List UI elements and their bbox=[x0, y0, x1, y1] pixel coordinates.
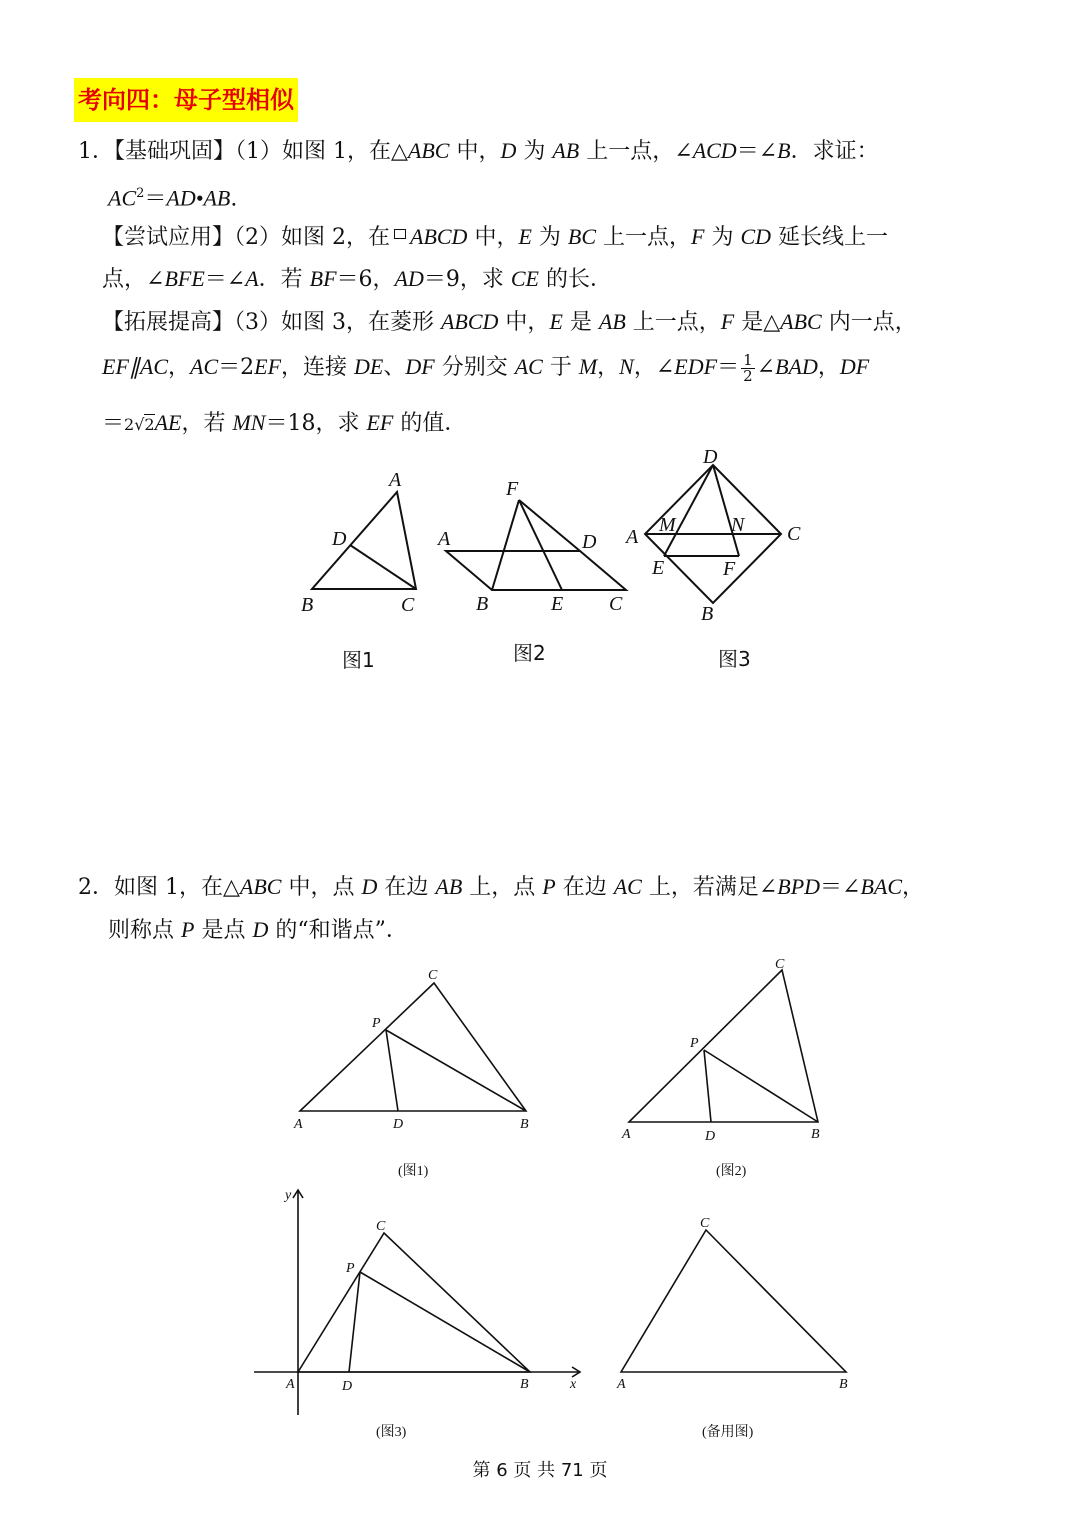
q1-figures bbox=[290, 440, 810, 680]
page-footer: 第 6 页 共 71 页 bbox=[472, 1460, 608, 1481]
q2-figures bbox=[230, 950, 870, 1450]
fig1-label-b: B bbox=[301, 594, 314, 616]
q2fig3-label-b: B bbox=[520, 1377, 529, 1392]
fig1-caption: 图1 bbox=[342, 648, 375, 672]
q2fig1-label-c: C bbox=[428, 968, 438, 983]
fig3-label-n: N bbox=[731, 514, 745, 536]
q1-line-1: 1．【基础巩固】（1）如图 1，在△ABC 中，D 为 AB 上一点，∠ACD＝∠B．求证： bbox=[78, 138, 879, 164]
fig3-label-b: B bbox=[701, 603, 714, 625]
q2fig1-label-d: D bbox=[393, 1117, 404, 1132]
fig2-label-a: A bbox=[438, 528, 451, 550]
fig2-caption: 图2 bbox=[513, 641, 546, 665]
q2fig1-segment-pd bbox=[386, 1030, 398, 1111]
fig3-label-d: D bbox=[703, 446, 718, 468]
q2-line-1: 2．如图 1，在△ABC 中，点 D 在边 AB 上，点 P 在边 AC 上，若满足∠BPD＝∠BAC， bbox=[78, 874, 925, 900]
q2fig4-label-b: B bbox=[839, 1377, 848, 1392]
q2fig3-segment-pb bbox=[360, 1272, 530, 1372]
q2fig3-label-d: D bbox=[342, 1379, 353, 1394]
q2fig1-label-p: P bbox=[372, 1016, 381, 1031]
q2fig3-label-y: y bbox=[285, 1188, 292, 1203]
q1-line-3: 【尝试应用】（2）如图 2，在 ABCD 中，E 为 BC 上一点，F 为 CD 延长线上一 bbox=[102, 224, 889, 250]
q2fig4-caption: (备用图) bbox=[702, 1425, 754, 1440]
q2fig2-caption: (图2) bbox=[716, 1164, 747, 1179]
q2-line-2: 则称点 P 是点 D 的“和谐点”． bbox=[108, 917, 408, 943]
fig2-label-c: C bbox=[609, 593, 623, 615]
q2fig2-triangle bbox=[629, 970, 818, 1122]
fig2-segment-fb bbox=[492, 500, 519, 590]
q2fig1-caption: (图1) bbox=[398, 1164, 429, 1179]
fig3-caption: 图3 bbox=[718, 647, 751, 671]
fig1-triangle bbox=[312, 492, 416, 589]
q2fig4-label-c: C bbox=[700, 1216, 710, 1231]
fig3-segment-de bbox=[664, 465, 713, 556]
fig1-label-c: C bbox=[401, 594, 415, 616]
q1-line-2: $AC^2=AD•AB$. bbox=[108, 185, 238, 212]
fig2-segment-fd bbox=[519, 500, 580, 551]
q2fig3-label-a: A bbox=[286, 1377, 295, 1392]
q2fig4-label-a: A bbox=[617, 1377, 626, 1392]
fraction-half: $\frac{1}{2}$ bbox=[743, 350, 753, 385]
fig3-label-f: F bbox=[723, 558, 736, 580]
section-heading: 考向四：母子型相似 bbox=[74, 78, 298, 122]
q2fig3-label-x: x bbox=[570, 1377, 577, 1392]
q2fig3-caption: (图3) bbox=[376, 1425, 407, 1440]
fig2-label-f: F bbox=[506, 478, 519, 500]
fig2-label-d: D bbox=[582, 531, 597, 553]
q2fig2-label-p: P bbox=[690, 1036, 699, 1051]
q2fig3-label-p: P bbox=[346, 1261, 355, 1276]
q2fig2-segment-pb bbox=[704, 1050, 818, 1122]
q2fig2-label-a: A bbox=[622, 1127, 631, 1142]
parallelogram-icon bbox=[394, 229, 406, 239]
fig2-label-b: B bbox=[476, 593, 489, 615]
q2fig1-label-a: A bbox=[294, 1117, 303, 1132]
q1-line-6: EF∥AC，AC＝2EF，连接 DE、DF 分别交 AC 于 M，N，∠EDF＝ $\frac{1}{2}$ ∠BAD，DF bbox=[102, 350, 870, 385]
fig1-label-d: D bbox=[332, 528, 347, 550]
q2fig2-label-b: B bbox=[811, 1127, 820, 1142]
q2fig2-label-d: D bbox=[705, 1129, 716, 1144]
fig2-segment-fe bbox=[519, 500, 562, 590]
q2fig2-segment-pd bbox=[704, 1050, 711, 1122]
fig3-label-a: A bbox=[626, 526, 639, 548]
fig3-label-c: C bbox=[787, 523, 801, 545]
q2fig2-label-c: C bbox=[775, 957, 785, 972]
fig2-parallelogram bbox=[446, 551, 626, 590]
fig3-label-m: M bbox=[659, 514, 676, 536]
fig2-label-e: E bbox=[551, 593, 564, 615]
fig3-label-e: E bbox=[652, 557, 665, 579]
fig1-label-a: A bbox=[389, 469, 402, 491]
q2fig1-label-b: B bbox=[520, 1117, 529, 1132]
q1-line-4: 点，∠BFE＝∠A．若 BF＝6，AD＝9，求 CE 的长． bbox=[102, 266, 612, 292]
q1-line-7: ＝2√2AE，若 MN＝18，求 EF 的值． bbox=[102, 410, 467, 436]
q1-line-5: 【拓展提高】（3）如图 3，在菱形 ABCD 中，E 是 AB 上一点，F 是△ABC 内一点， bbox=[102, 309, 917, 335]
q2fig4-triangle bbox=[621, 1230, 846, 1372]
q2fig3-label-c: C bbox=[376, 1219, 386, 1234]
fig1-segment-cd bbox=[350, 545, 416, 589]
sqrt-expression: 2√2 bbox=[124, 415, 155, 434]
q2fig1-segment-pb bbox=[386, 1030, 526, 1111]
